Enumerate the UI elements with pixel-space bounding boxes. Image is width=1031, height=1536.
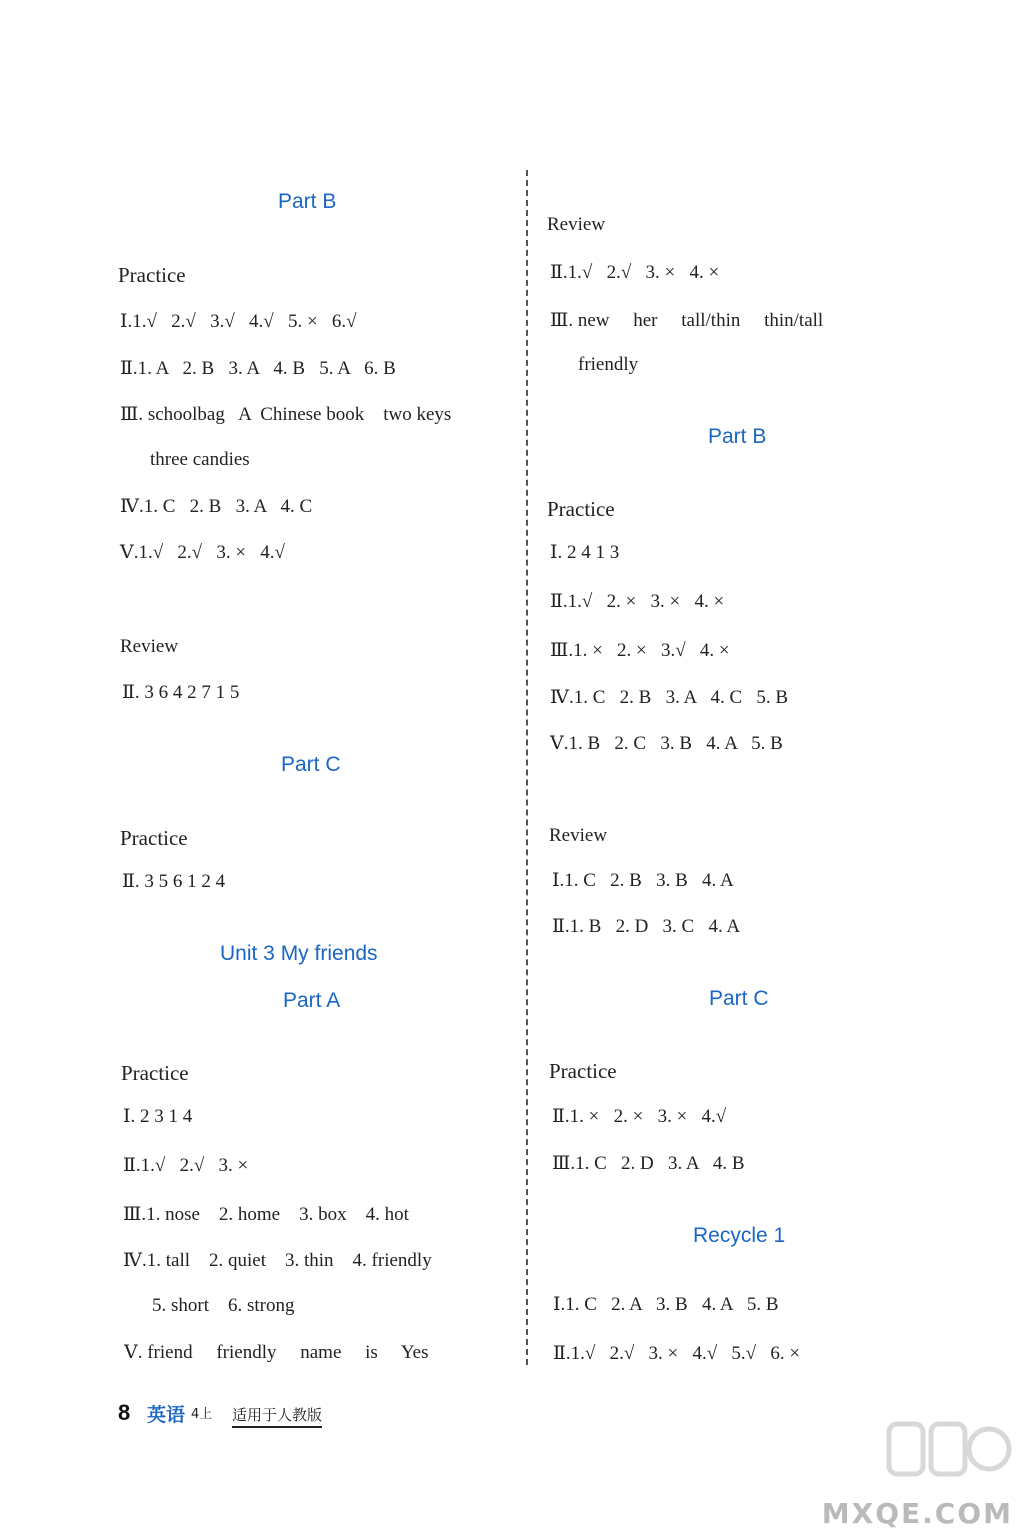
heading-part-c: Part C xyxy=(281,753,341,776)
label-practice: Practice xyxy=(547,497,615,521)
answer-row: Ⅳ.1. tall 2. quiet 3. thin 4. friendly xyxy=(123,1250,432,1271)
answer-row: Ⅲ.1. C 2. D 3. A 4. B xyxy=(552,1153,745,1174)
answer-row: Ⅲ.1. × 2. × 3.√ 4. × xyxy=(550,640,730,661)
label-review: Review xyxy=(547,214,606,235)
answer-row: Ⅰ.1. C 2. A 3. B 4. A 5. B xyxy=(553,1294,779,1315)
answer-row: Ⅰ. 2 3 1 4 xyxy=(123,1106,193,1127)
answer-row: 5. short 6. strong xyxy=(152,1295,295,1316)
footer-edition: 适用于人教版 xyxy=(232,1404,322,1428)
answer-row: Ⅱ.1.√ 2.√ 3. × 4. × xyxy=(550,262,720,283)
answer-row: Ⅱ.1.√ 2.√ 3. × xyxy=(123,1155,249,1176)
answer-row: Ⅳ.1. C 2. B 3. A 4. C 5. B xyxy=(550,687,789,708)
answer-row: Ⅰ.1.√ 2.√ 3.√ 4.√ 5. × 6.√ xyxy=(120,311,357,332)
answer-row: Ⅱ.1. × 2. × 3. × 4.√ xyxy=(552,1106,727,1127)
label-review: Review xyxy=(549,825,608,846)
answer-row: Ⅱ.1. B 2. D 3. C 4. A xyxy=(552,916,741,937)
label-practice: Practice xyxy=(118,263,186,287)
footer-grade: 4上 xyxy=(191,1407,213,1422)
answer-row: Ⅴ.1.√ 2.√ 3. × 4.√ xyxy=(120,542,285,563)
answer-row: Ⅳ.1. C 2. B 3. A 4. C xyxy=(120,496,313,517)
answer-row: Ⅲ. new her tall/thin thin/tall xyxy=(550,310,824,331)
answer-row: Ⅱ.1.√ 2. × 3. × 4. × xyxy=(550,591,725,612)
label-review: Review xyxy=(120,636,179,657)
page-number: 8 xyxy=(118,1400,131,1425)
answer-row: Ⅱ.1.√ 2.√ 3. × 4.√ 5.√ 6. × xyxy=(553,1343,801,1364)
answer-row: Ⅰ.1. C 2. B 3. B 4. A xyxy=(552,870,734,891)
answer-row: Ⅰ. 2 4 1 3 xyxy=(550,542,620,563)
label-practice: Practice xyxy=(120,826,188,850)
heading-part-b: Part B xyxy=(278,190,337,213)
heading-part-a: Part A xyxy=(283,989,341,1012)
heading-part-c: Part C xyxy=(709,987,769,1010)
label-practice: Practice xyxy=(549,1059,617,1083)
answer-row: friendly xyxy=(578,354,639,375)
answer-row: Ⅴ. friend friendly name is Yes xyxy=(124,1342,429,1363)
column-divider xyxy=(526,170,528,1365)
answer-row: three candies xyxy=(150,449,250,470)
answer-row: Ⅲ. schoolbag A Chinese book two keys xyxy=(120,404,452,425)
answer-row: Ⅴ.1. B 2. C 3. B 4. A 5. B xyxy=(550,733,783,754)
answer-row: Ⅱ.1. A 2. B 3. A 4. B 5. A 6. B xyxy=(120,358,396,379)
label-practice: Practice xyxy=(121,1061,189,1085)
answer-row: Ⅱ. 3 5 6 1 2 4 xyxy=(122,871,226,892)
answer-row: Ⅲ.1. nose 2. home 3. box 4. hot xyxy=(123,1204,409,1225)
answer-row: Ⅱ. 3 6 4 2 7 1 5 xyxy=(122,682,240,703)
watermark-text: MXQE.COM xyxy=(821,1497,1013,1530)
heading-unit-3: Unit 3 My friends xyxy=(220,942,378,965)
heading-part-b: Part B xyxy=(708,425,767,448)
footer-subject: 英语 xyxy=(147,1404,186,1426)
heading-recycle-1: Recycle 1 xyxy=(693,1224,786,1247)
